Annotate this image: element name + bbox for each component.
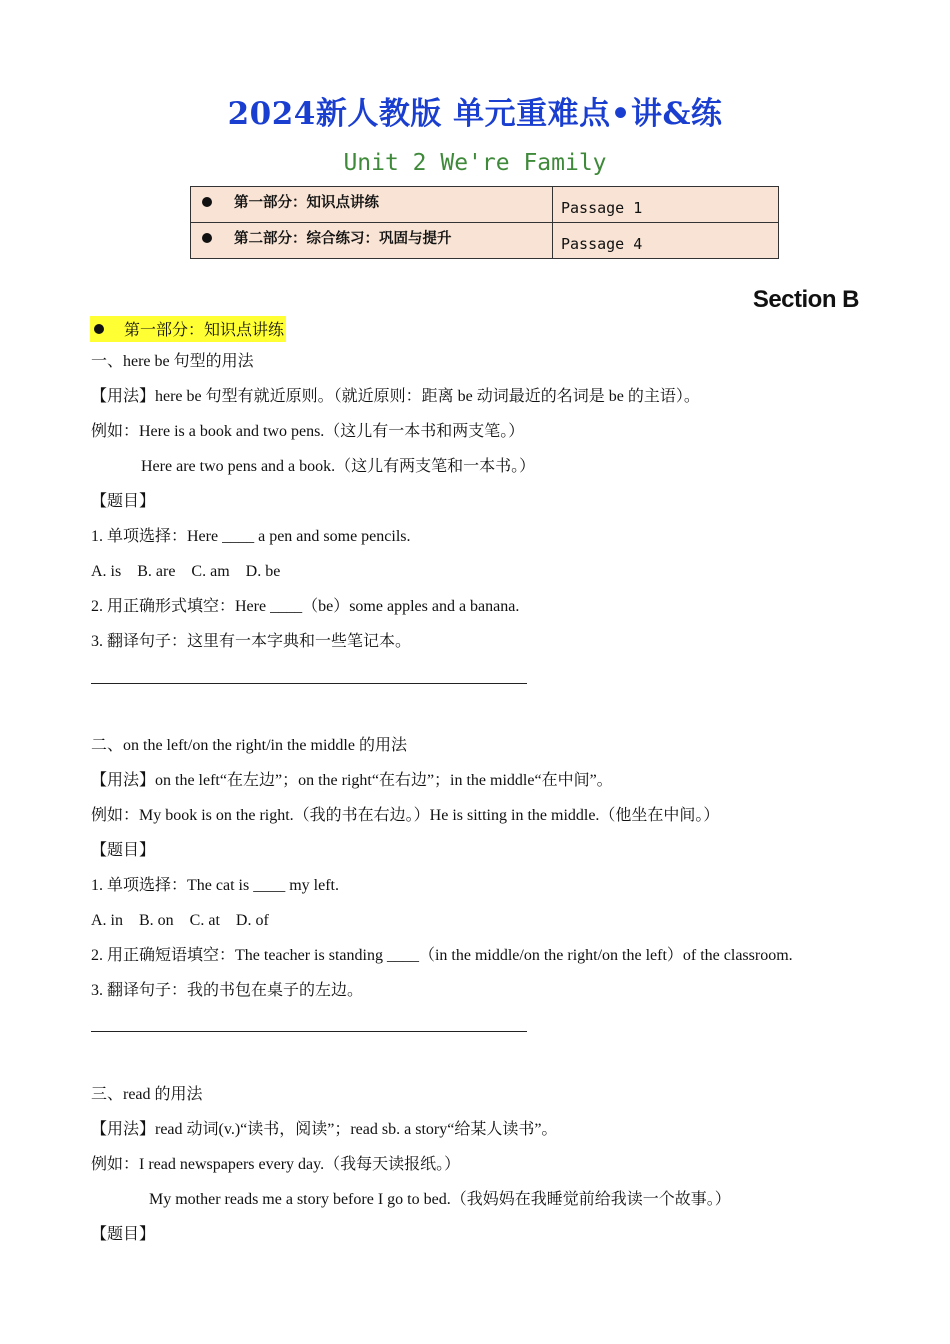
usage-text: 【用法】here be 句型有就近原则。（就近原则：距离 be 动词最近的名词是 be 的主语）。 <box>91 388 700 405</box>
question-options: A. is B. are C. am D. be <box>91 563 281 580</box>
example-text: My mother reads me a story before I go to bed.（我妈妈在我睡觉前给我读一个故事。） <box>149 1191 731 1208</box>
part-heading <box>90 316 286 342</box>
contents-cell <box>191 223 553 259</box>
topic-heading: 三、read 的用法 <box>91 1086 203 1103</box>
usage-text: 【用法】on the left“在左边”；on the right“在右边”；in the middle“在中间”。 <box>91 772 613 789</box>
question-options: A. in B. on C. at D. of <box>91 912 269 929</box>
unit-subtitle: Unit 2 We're Family <box>343 150 607 176</box>
exercise-tag: 【题目】 <box>91 842 156 859</box>
question-text: 3. 翻译句子：我的书包在桌子的左边。 <box>91 982 364 999</box>
example-text: 例如：My book is on the right.（我的书在右边。）He is sitting in the middle.（他坐在中间。） <box>91 807 720 824</box>
answer-line <box>91 683 527 684</box>
question-text: 1. 单项选择：The cat is ____ my left. <box>91 877 339 894</box>
part-heading-text: 第一部分：知识点讲练 <box>124 322 285 339</box>
question-text: 2. 用正确短语填空：The teacher is standing ____（in the middle/on the right/on the left）of the classroom. <box>91 947 793 964</box>
section-label: Section B <box>752 286 859 313</box>
usage-text: 【用法】read 动词(v.)“读书，阅读”；read sb. a story“给某人读书”。 <box>91 1121 558 1138</box>
contents-table <box>190 186 779 259</box>
exercise-tag: 【题目】 <box>91 493 156 510</box>
question-text: 1. 单项选择：Here ____ a pen and some pencils. <box>91 528 411 545</box>
exercise-tag: 【题目】 <box>91 1226 156 1243</box>
bullet-icon <box>94 324 104 334</box>
passage-cell <box>553 223 779 259</box>
topic-heading: 二、on the left/on the right/in the middle 的用法 <box>91 737 407 754</box>
example-text: Here are two pens and a book.（这儿有两支笔和一本书。） <box>141 458 536 475</box>
question-text: 2. 用正确形式填空：Here ____（be）some apples and a banana. <box>91 598 520 615</box>
contents-label: 第二部分：综合练习：巩固与提升 <box>234 231 452 247</box>
document-title: 2024新人教版 单元重难点•讲&练 <box>227 96 723 132</box>
topic-heading: 一、here be 句型的用法 <box>91 353 254 370</box>
passage-label: Passage 1 <box>561 199 643 217</box>
bullet-icon <box>202 233 212 243</box>
example-text: 例如：I read newspapers every day.（我每天读报纸。） <box>91 1156 461 1173</box>
contents-row <box>191 187 779 223</box>
contents-cell <box>191 187 553 223</box>
contents-label: 第一部分：知识点讲练 <box>234 195 379 211</box>
question-text: 3. 翻译句子：这里有一本字典和一些笔记本。 <box>91 633 412 650</box>
passage-cell <box>553 187 779 223</box>
example-text: 例如：Here is a book and two pens.（这儿有一本书和两支笔。） <box>91 423 525 440</box>
answer-line <box>91 1031 527 1032</box>
passage-label: Passage 4 <box>561 235 643 253</box>
contents-row <box>191 223 779 259</box>
bullet-icon <box>202 197 212 207</box>
